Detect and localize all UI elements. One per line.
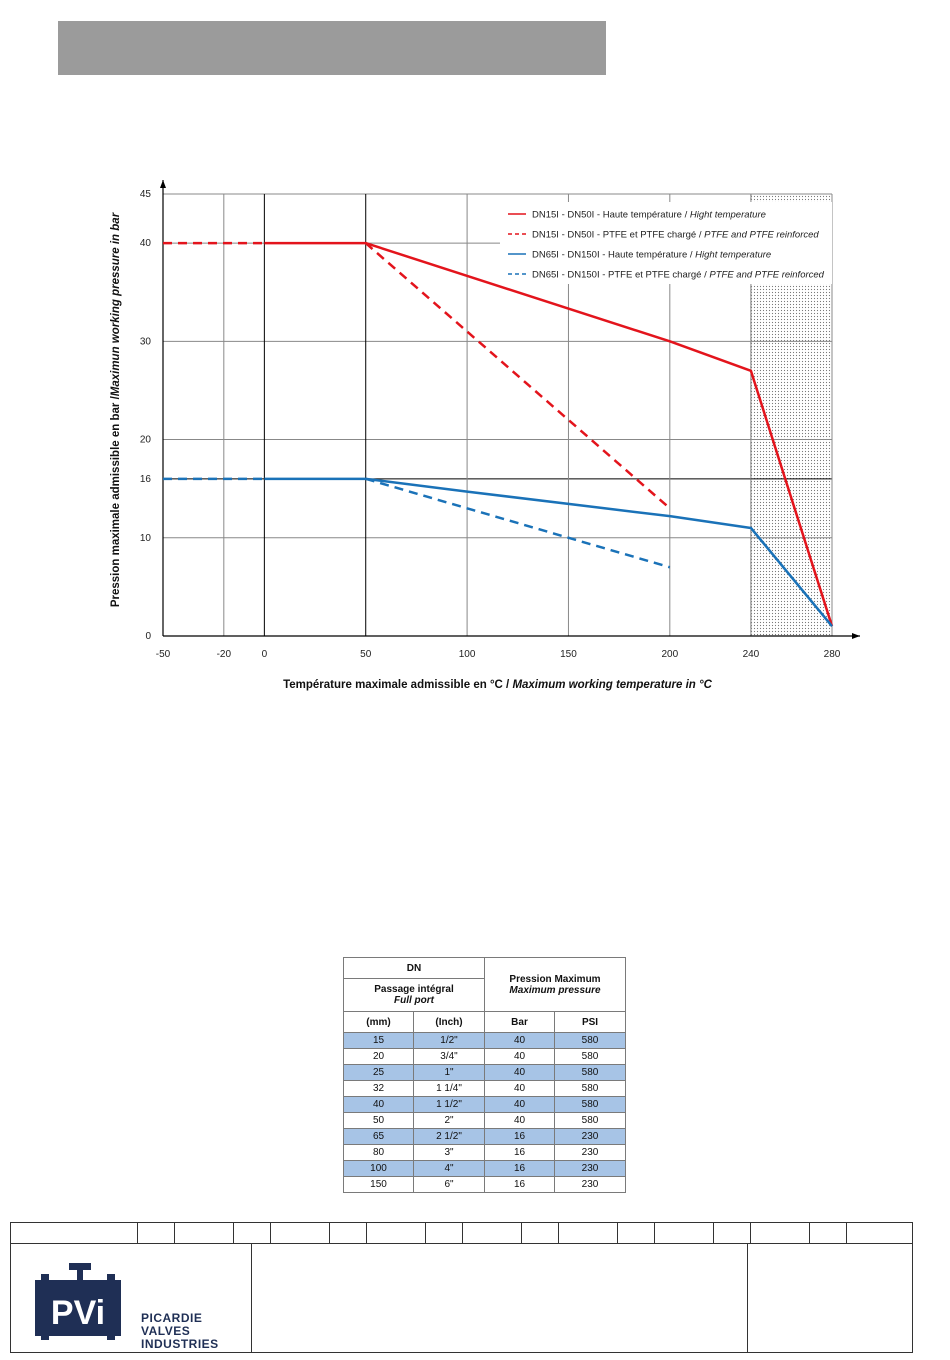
cell-bar: 16 xyxy=(485,1161,555,1177)
x-tick-label: -20 xyxy=(216,649,232,660)
col-bar: Bar xyxy=(485,1012,555,1033)
table-row xyxy=(344,1097,626,1113)
cell-psi: 230 xyxy=(555,1177,626,1193)
cell-mm: 65 xyxy=(344,1129,414,1145)
series-line-dashed xyxy=(366,479,670,567)
y-tick-label: 40 xyxy=(139,238,151,250)
cell-inch: 2" xyxy=(414,1113,485,1129)
cell-bar: 40 xyxy=(485,1081,555,1097)
x-tick-label: 100 xyxy=(458,649,476,660)
table-row xyxy=(344,1145,626,1161)
cell-inch: 3" xyxy=(414,1145,485,1161)
cell-psi: 230 xyxy=(555,1161,626,1177)
col-inch: (Inch) xyxy=(414,1012,485,1033)
cell-bar: 40 xyxy=(485,1097,555,1113)
cell-inch: 1 1/2" xyxy=(414,1097,485,1113)
cell-psi: 580 xyxy=(555,1113,626,1129)
y-tick-label: 0 xyxy=(145,631,151,642)
cell-mm: 150 xyxy=(344,1177,414,1193)
cell-inch: 1" xyxy=(414,1065,485,1081)
table-row xyxy=(344,1049,626,1065)
company-line-3: INDUSTRIES xyxy=(141,1337,219,1351)
col-psi: PSI xyxy=(555,1012,626,1033)
legend-entry: DN65I - DN150I - Haute température / Hight temperature xyxy=(532,249,772,261)
cell-psi: 580 xyxy=(555,1065,626,1081)
description-cell xyxy=(252,1244,748,1352)
cell-bar: 40 xyxy=(485,1065,555,1081)
x-tick-label: -50 xyxy=(155,649,171,660)
x-tick-label: 150 xyxy=(560,649,577,660)
x-tick-label: 50 xyxy=(360,649,372,660)
header-bar xyxy=(58,21,606,75)
series-line xyxy=(264,479,832,626)
passage-header-en: Full port xyxy=(394,995,434,1006)
table-row xyxy=(344,1065,626,1081)
cell-bar: 40 xyxy=(485,1033,555,1049)
y-tick-label: 16 xyxy=(139,473,151,485)
cell-psi: 230 xyxy=(555,1145,626,1161)
cell-inch: 4" xyxy=(414,1161,485,1177)
cell-bar: 40 xyxy=(485,1113,555,1129)
pressure-temperature-chart xyxy=(0,180,950,700)
cell-inch: 3/4" xyxy=(414,1049,485,1065)
y-tick-label: 45 xyxy=(139,189,151,200)
company-name xyxy=(141,1312,219,1351)
x-axis-label: Température maximale admissible en °C / Maximum working temperature in °C xyxy=(283,679,712,691)
cell-bar: 16 xyxy=(485,1145,555,1161)
cell-bar: 16 xyxy=(485,1129,555,1145)
x-tick-label: 0 xyxy=(261,649,268,660)
pvi-logo xyxy=(35,1260,125,1340)
cell-mm: 40 xyxy=(344,1097,414,1113)
legend-entry: DN15I - DN50I - Haute température / Hight temperature xyxy=(532,209,766,221)
pressure-header-fr: Pression Maximum xyxy=(509,973,601,985)
pressure-header xyxy=(485,958,626,1012)
cell-psi: 580 xyxy=(555,1097,626,1113)
cell-bar: 40 xyxy=(485,1049,555,1065)
cell-psi: 580 xyxy=(555,1081,626,1097)
cell-inch: 2 1/2" xyxy=(414,1129,485,1145)
cell-mm: 25 xyxy=(344,1065,414,1081)
cell-inch: 6" xyxy=(414,1177,485,1193)
cell-mm: 32 xyxy=(344,1081,414,1097)
cell-inch: 1/2" xyxy=(414,1033,485,1049)
logo-cell xyxy=(11,1244,252,1352)
y-axis-arrow xyxy=(160,180,166,188)
passage-header-fr: Passage intégral xyxy=(374,984,454,995)
legend-entry: DN15I - DN50I - PTFE et PTFE chargé / PTFE and PTFE reinforced xyxy=(532,229,819,241)
cell-psi: 580 xyxy=(555,1033,626,1049)
y-tick-label: 30 xyxy=(139,336,151,348)
title-block xyxy=(10,1222,913,1353)
pressure-header-en: Maximum pressure xyxy=(509,984,601,996)
series-line xyxy=(264,243,832,626)
table-row xyxy=(344,1113,626,1129)
pressure-table xyxy=(343,957,626,1193)
cell-bar: 16 xyxy=(485,1177,555,1193)
y-axis-label: Pression maximale admissible en bar /Maximun working pressure in bar xyxy=(110,212,122,608)
cell-mm: 100 xyxy=(344,1161,414,1177)
revision-strip xyxy=(11,1223,912,1244)
logo-mark: PVi xyxy=(50,1294,106,1332)
cell-inch: 1 1/4" xyxy=(414,1081,485,1097)
y-tick-label: 10 xyxy=(139,532,151,544)
cell-mm: 50 xyxy=(344,1113,414,1129)
x-tick-label: 240 xyxy=(742,649,760,660)
x-tick-label: 200 xyxy=(661,649,679,660)
cell-mm: 15 xyxy=(344,1033,414,1049)
table-row xyxy=(344,1161,626,1177)
table-row xyxy=(344,1129,626,1145)
col-mm: (mm) xyxy=(344,1012,414,1033)
company-line-1: PICARDIE xyxy=(141,1311,203,1325)
x-axis-arrow xyxy=(852,633,860,639)
dn-header: DN xyxy=(344,958,485,979)
x-tick-label: 280 xyxy=(823,649,841,660)
company-line-2: VALVES xyxy=(141,1324,191,1338)
table-row xyxy=(344,1033,626,1049)
cell-mm: 80 xyxy=(344,1145,414,1161)
table-row xyxy=(344,1177,626,1193)
passage-header xyxy=(344,979,485,1012)
legend-entry: DN65I - DN150I - PTFE et PTFE chargé / PTFE and PTFE reinforced xyxy=(532,269,824,281)
cell-mm: 20 xyxy=(344,1049,414,1065)
table-row xyxy=(344,1081,626,1097)
cell-psi: 230 xyxy=(555,1129,626,1145)
y-tick-label: 20 xyxy=(139,434,151,446)
cell-psi: 580 xyxy=(555,1049,626,1065)
